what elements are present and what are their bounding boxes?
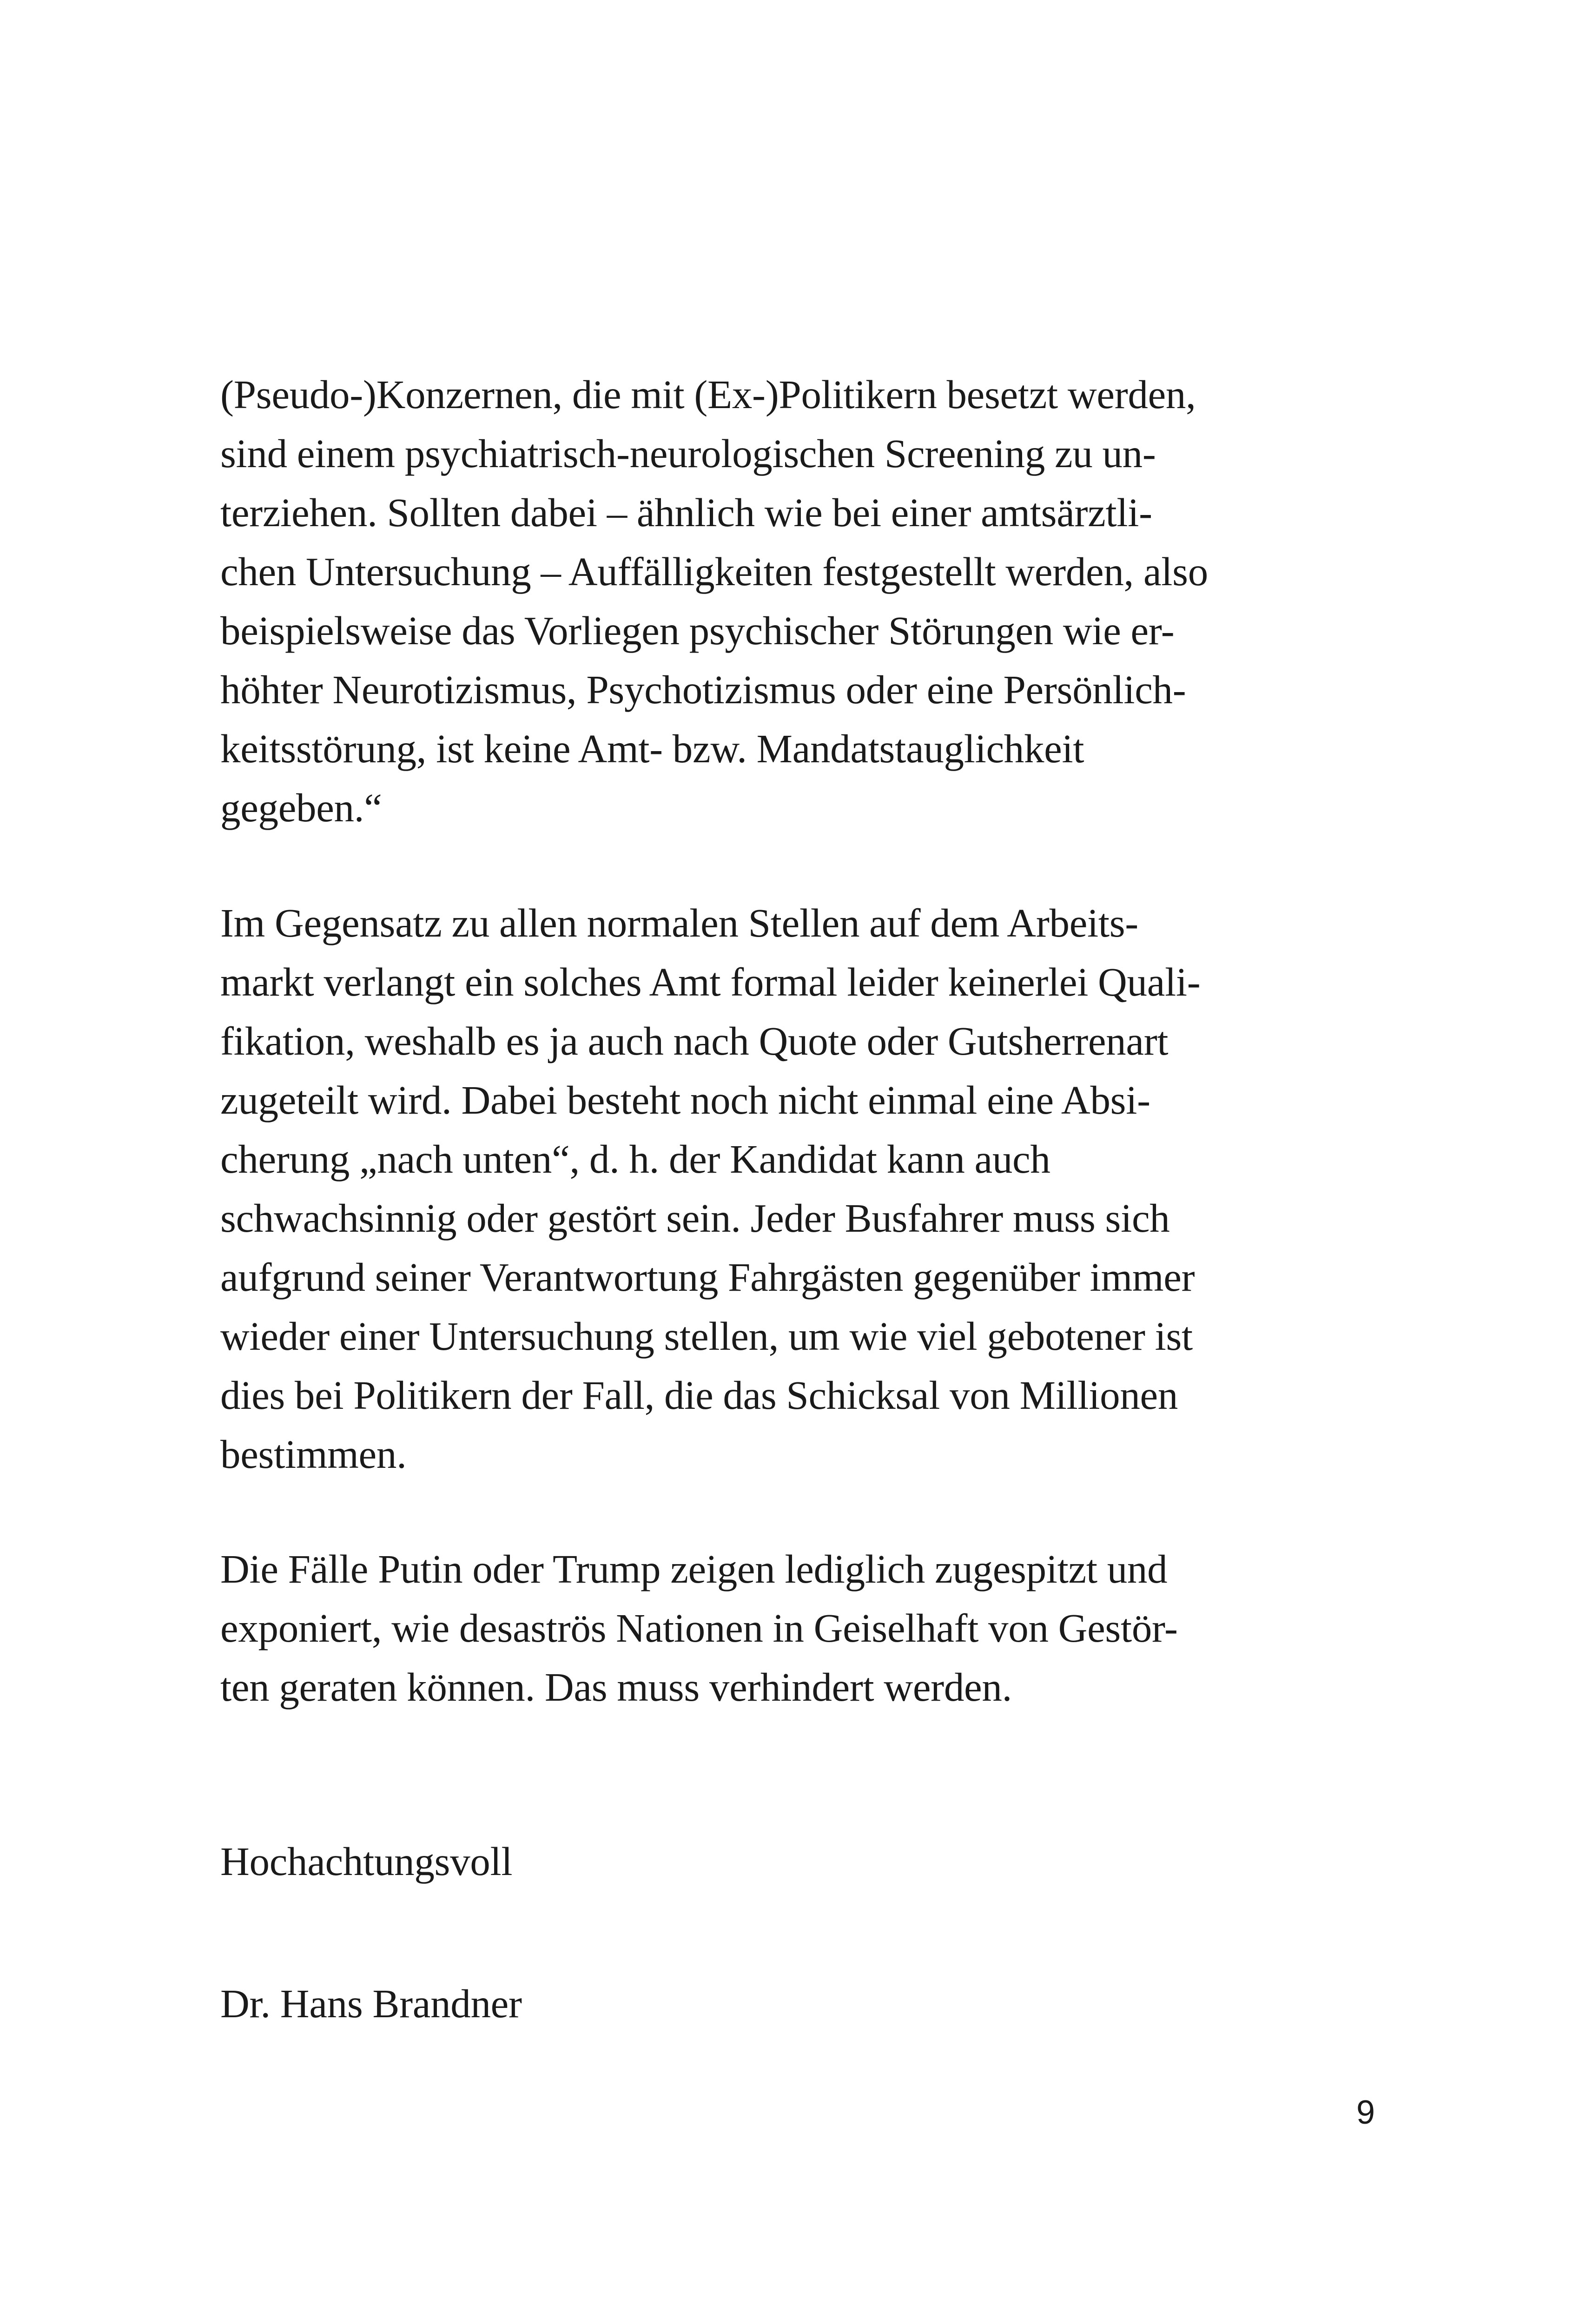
body-paragraph-2 xyxy=(220,893,1382,1484)
text-line: aufgrund seiner Verantwortung Fahrgästen gegenüber immer xyxy=(220,1254,1195,1300)
text-line: gegeben.“ xyxy=(220,785,382,830)
text-line: markt verlangt ein solches Amt formal leider keinerlei Quali- xyxy=(220,959,1201,1004)
text-line: exponiert, wie desaströs Nationen in Geiselhaft von Gestör- xyxy=(220,1605,1178,1651)
page-number: 9 xyxy=(1356,2094,1375,2131)
text-line: cherung „nach unten“, d. h. der Kandidat kann auch xyxy=(220,1136,1050,1182)
text-line: (Pseudo-)Konzernen, die mit (Ex-)Politikern besetzt werden, xyxy=(220,372,1196,417)
signature xyxy=(220,1974,1382,2033)
text-line: Die Fälle Putin oder Trump zeigen lediglich zugespitzt und xyxy=(220,1546,1168,1591)
text-line: wieder einer Untersuchung stellen, um wie viel gebotener ist xyxy=(220,1314,1193,1359)
body-paragraph-1 xyxy=(220,365,1382,837)
text-line: schwachsinnig oder gestört sein. Jeder Busfahrer muss sich xyxy=(220,1195,1170,1241)
text-line: zugeteilt wird. Dabei besteht noch nicht einmal eine Absi- xyxy=(220,1077,1150,1122)
closing-salutation xyxy=(220,1832,1382,1891)
body-paragraph-3 xyxy=(220,1539,1382,1717)
text-line: chen Untersuchung – Auffälligkeiten festgestellt werden, also xyxy=(220,549,1208,594)
text-line: höhter Neurotizismus, Psychotizismus oder eine Persönlich- xyxy=(220,667,1186,712)
text-line: dies bei Politikern der Fall, die das Schicksal von Millionen xyxy=(220,1373,1178,1418)
text-line: fikation, weshalb es ja auch nach Quote oder Gutsherrenart xyxy=(220,1018,1169,1063)
text-line: Im Gegensatz zu allen normalen Stellen auf dem Arbeits- xyxy=(220,900,1138,945)
text-line: beispielsweise das Vorliegen psychischer Störungen wie er- xyxy=(220,608,1175,653)
closing-text: Hochachtungsvoll xyxy=(220,1839,513,1884)
signature-name: Dr. Hans Brandner xyxy=(220,1981,522,2026)
text-line: sind einem psychiatrisch-neurologischen Screening zu un- xyxy=(220,431,1156,476)
text-line: keitsstörung, ist keine Amt- bzw. Mandatstauglichkeit xyxy=(220,726,1084,771)
text-line: ten geraten können. Das muss verhindert werden. xyxy=(220,1664,1012,1710)
text-line: bestimmen. xyxy=(220,1432,407,1477)
text-line: terziehen. Sollten dabei – ähnlich wie bei einer amtsärztli- xyxy=(220,490,1152,535)
